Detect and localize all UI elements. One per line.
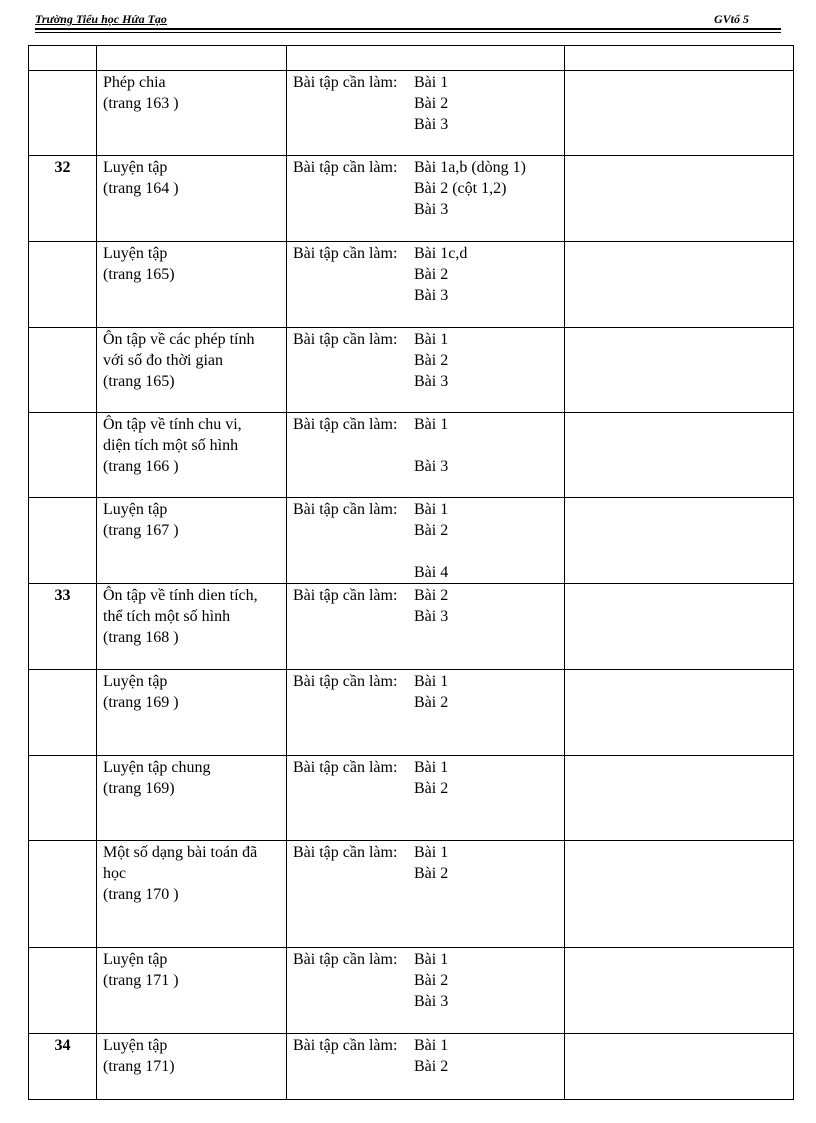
table-row [29,584,794,670]
exercise-item: Bài 3 [414,287,449,304]
exercise-cell [287,670,565,756]
exercise-item: Bài 1 [414,331,449,348]
week-cell: 32 [29,156,97,242]
exercise-item: Bài 1 [414,759,449,776]
lesson-line: Luyện tập [103,673,168,690]
exercise-label [293,371,414,392]
week-cell [29,756,97,841]
table-row [29,71,794,156]
table-row [29,242,794,328]
exercise-label: Bài tập cần làm: [293,331,398,348]
table-row [29,756,794,841]
table-row [29,1034,794,1100]
exercise-label [293,778,414,799]
notes-cell [565,670,794,756]
exercise-label: Bài tập cần làm: [293,245,398,262]
lesson-cell [97,71,287,156]
lesson-cell [97,1034,287,1100]
table-row [29,670,794,756]
exercise-cell [287,1034,565,1100]
exercise-item: Bài 2 [414,95,449,112]
exercise-item: Bài 1 [414,673,449,690]
exercise-item: Bài 2 [414,352,449,369]
exercise-item: Bài 3 [414,993,449,1010]
lesson-line: Luyện tập [103,501,168,518]
lesson-line: (trang 163 ) [103,95,179,112]
table-row [29,841,794,948]
exercise-label: Bài tập cần làm: [293,74,398,91]
header-rule [35,28,781,30]
week-cell [29,948,97,1034]
header-rule-thin [35,32,781,33]
week-cell [29,413,97,498]
notes-cell [565,498,794,584]
notes-cell [565,71,794,156]
exercise-item: Bài 2 [414,780,449,797]
exercise-label: Bài tập cần làm: [293,673,398,690]
notes-cell [565,328,794,413]
notes-cell [565,46,794,71]
lesson-line: (trang 164 ) [103,180,179,197]
exercise-label: Bài tập cần làm: [293,416,398,433]
lesson-line: (trang 167 ) [103,522,179,539]
exercise-item: Bài 1 [414,844,449,861]
exercise-cell [287,71,565,156]
lesson-line: Luyện tập [103,159,168,176]
week-cell [29,670,97,756]
exercise-item: Bài 1 [414,951,449,968]
exercise-label [293,606,414,627]
table-row [29,46,794,71]
lesson-cell [97,756,287,841]
table-row [29,498,794,584]
week-cell [29,498,97,584]
lesson-line: Luyện tập [103,1037,168,1054]
lesson-cell [97,841,287,948]
lesson-line: (trang 171 ) [103,972,179,989]
exercise-label [293,520,414,541]
exercise-label [293,541,414,562]
lesson-cell [97,46,287,71]
exercise-item: Bài 1 [414,74,449,91]
table-row [29,948,794,1034]
exercise-label [293,863,414,884]
exercise-item: Bài 3 [414,608,449,625]
week-cell: 33 [29,584,97,670]
notes-cell [565,948,794,1034]
exercise-item: Bài 2 [414,522,449,539]
exercise-item: Bài 2 (cột 1,2) [414,180,507,197]
lesson-line: (trang 169) [103,780,175,797]
notes-cell [565,841,794,948]
grade-label: GVtổ 5 [713,12,749,26]
notes-cell [565,156,794,242]
lesson-line: (trang 166 ) [103,458,179,475]
lesson-line: học [103,865,127,882]
week-cell [29,46,97,71]
exercise-cell [287,841,565,948]
lesson-line: diện tích một số hình [103,437,239,454]
exercise-item: Bài 2 [414,865,449,882]
lesson-line: Phép chia [103,74,166,91]
exercise-cell [287,948,565,1034]
exercise-label [293,692,414,713]
exercise-item: Bài 2 [414,694,449,711]
lesson-cell [97,670,287,756]
lesson-line: (trang 171) [103,1058,175,1075]
lesson-line: Ôn tập về tính dien tích, [103,587,258,604]
lesson-line: Ôn tập về tính chu vi, [103,416,242,433]
exercise-cell [287,498,565,584]
exercise-label: Bài tập cần làm: [293,501,398,518]
exercise-label [293,991,414,1012]
exercise-item: Bài 3 [414,458,449,475]
exercise-cell [287,413,565,498]
exercise-item: Bài 3 [414,116,449,133]
exercise-item: Bài 3 [414,373,449,390]
lesson-line: Ôn tập về các phép tính [103,331,255,348]
exercise-item: Bài 2 [414,266,449,283]
exercise-label [293,285,414,306]
exercise-label: Bài tập cần làm: [293,951,398,968]
week-cell: 34 [29,1034,97,1100]
lesson-line: (trang 168 ) [103,629,179,646]
exercise-label [293,456,414,477]
lesson-cell [97,584,287,670]
week-cell [29,841,97,948]
table-row [29,328,794,413]
table-row [29,156,794,242]
lesson-line: Luyện tập [103,951,168,968]
exercise-cell [287,156,565,242]
notes-cell [565,584,794,670]
exercise-item: Bài 1 [414,501,449,518]
lesson-line: (trang 165) [103,266,175,283]
exercise-label: Bài tập cần làm: [293,1037,398,1054]
exercise-label [293,178,414,199]
exercise-item: Bài 2 [414,587,449,604]
exercise-cell [287,584,565,670]
week-cell [29,242,97,328]
exercise-item: Bài 1 [414,1037,449,1054]
lesson-line: với số đo thời gian [103,352,224,369]
exercise-label [293,562,414,583]
exercise-item: Bài 1c,d [414,245,468,262]
exercise-label: Bài tập cần làm: [293,159,398,176]
lesson-line: Luyện tập [103,245,168,262]
week-cell [29,328,97,413]
school-name: Trường Tiểu học Hứa Tạo [35,12,167,26]
exercise-item: Bài 3 [414,201,449,218]
exercise-cell [287,46,565,71]
lesson-cell [97,328,287,413]
exercise-cell [287,242,565,328]
notes-cell [565,756,794,841]
lesson-cell [97,948,287,1034]
exercise-label: Bài tập cần làm: [293,587,398,604]
table-row [29,413,794,498]
lesson-line: Luyện tập chung [103,759,211,776]
lesson-line: thể tích một số hình [103,608,231,625]
lesson-table [28,45,794,1100]
lesson-cell [97,242,287,328]
exercise-label: Bài tập cần làm: [293,844,398,861]
notes-cell [565,1034,794,1100]
exercise-label [293,114,414,135]
exercise-item: Bài 1a,b (dòng 1) [414,159,526,176]
exercise-label [293,350,414,371]
lesson-line: (trang 169 ) [103,694,179,711]
lesson-line: (trang 170 ) [103,886,179,903]
exercise-item: Bài 2 [414,1058,449,1075]
exercise-item: Bài 2 [414,972,449,989]
exercise-label [293,93,414,114]
exercise-label [293,264,414,285]
exercise-label [293,1056,414,1077]
lesson-cell [97,498,287,584]
notes-cell [565,413,794,498]
exercise-cell [287,328,565,413]
exercise-label [293,435,414,456]
exercise-label [293,199,414,220]
week-cell [29,71,97,156]
exercise-item: Bài 4 [414,564,449,581]
lesson-line: Một số dạng bài toán đã [103,844,258,861]
exercise-item: Bài 1 [414,416,449,433]
notes-cell [565,242,794,328]
exercise-label [293,970,414,991]
exercise-cell [287,756,565,841]
lesson-cell [97,413,287,498]
lesson-line: (trang 165) [103,373,175,390]
exercise-label: Bài tập cần làm: [293,759,398,776]
lesson-cell [97,156,287,242]
